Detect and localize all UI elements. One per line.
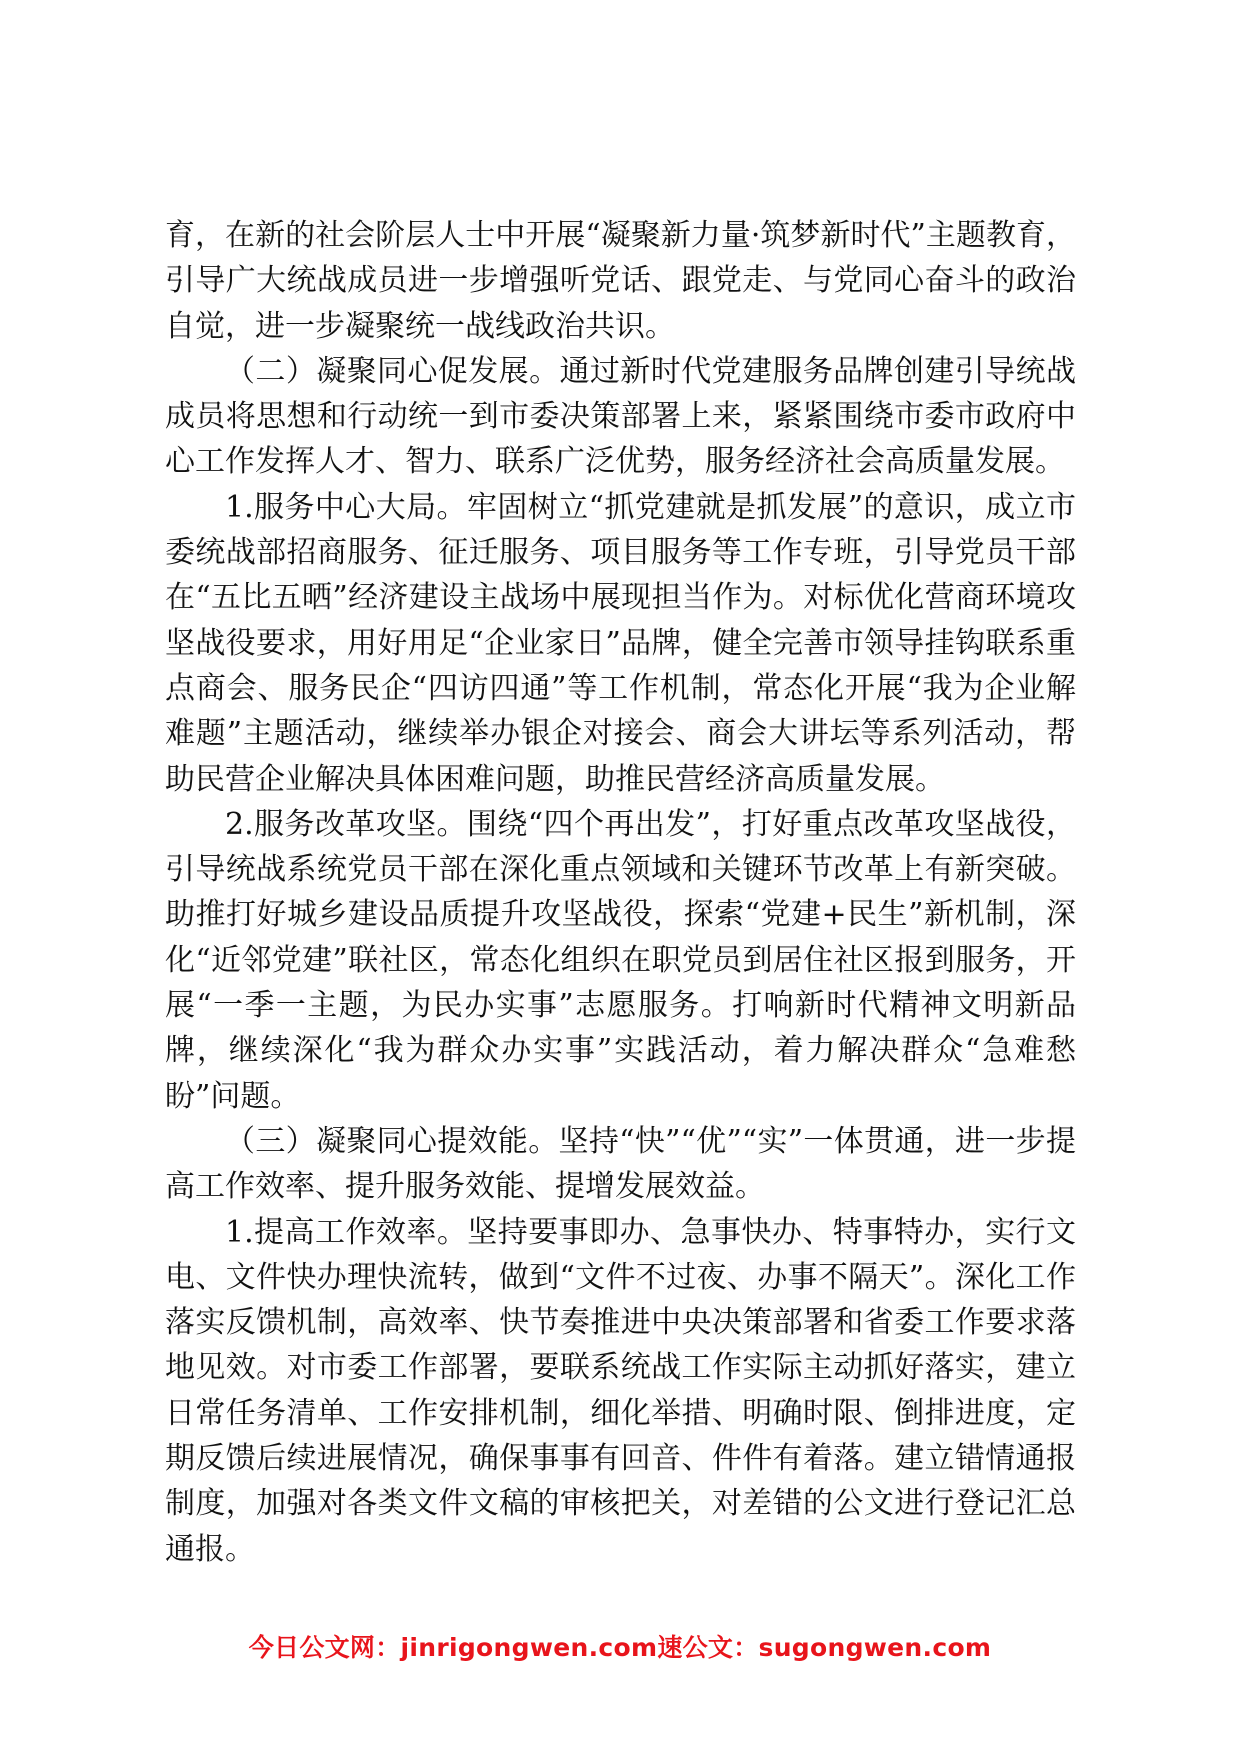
paragraph-item-serve-center: 1.服务中心大局。牢固树立“抓党建就是抓发展”的意识，成立市委统战部招商服务、征迁服务、项目服务等工作专班，引导党员干部在“五比五晒”经济建设主战场中展现担当作为。对标优化营商环境攻坚战役要求，用好用足“企业家日”品牌，健全完善市领导挂钩联系重点商会、服务民企“四访四通”等工作机制，常态化开展“我为企业解难题”主题活动，继续举办银企对接会、商会大讲坛等系列活动，帮助民营企业解决具体困难问题，助推民营经济高质量发展。	[165, 489, 1076, 797]
footer-site1-url[interactable]: jinrigongwen.com	[400, 1633, 658, 1662]
footer-site1-label: 今日公文网：	[248, 1633, 401, 1662]
document-body	[165, 213, 1076, 1572]
footer-site2-url[interactable]: sugongwen.com	[758, 1633, 992, 1662]
paragraph-continued: 育，在新的社会阶层人士中开展“凝聚新力量·筑梦新时代”主题教育，引导广大统战成员进一步增强听党话、跟党走、与党同心奋斗的政治自觉，进一步凝聚统一战线政治共识。	[165, 218, 1076, 344]
paragraph-item-efficiency: 1.提高工作效率。坚持要事即办、急事快办、特事特办，实行文电、文件快办理快流转，做到“文件不过夜、办事不隔天”。深化工作落实反馈机制，高效率、快节奏推进中央决策部署和省委工作要求落地见效。对市委工作部署，要联系统战工作实际主动抓好落实，建立日常任务清单、工作安排机制，细化举措、明确时限、倒排进度，定期反馈后续进展情况，确保事事有回音、件件有着落。建立错情通报制度，加强对各类文件文稿的审核把关，对差错的公文进行登记汇总通报。	[165, 1214, 1076, 1567]
paragraph-item-serve-reform: 2.服务改革攻坚。围绕“四个再出发”，打好重点改革攻坚战役，引导统战系统党员干部在深化重点领域和关键环节改革上有新突破。助推打好城乡建设品质提升攻坚战役，探索“党建+民生”新机制，深化“近邻党建”联社区，常态化组织在职党员到居住社区报到服务，开展“一季一主题，为民办实事”志愿服务。打响新时代精神文明新品牌，继续深化“我为群众办实事”实践活动，着力解决群众“急难愁盼”问题。	[165, 806, 1076, 1114]
footer-site2-label: 速公文：	[657, 1633, 759, 1662]
watermark-footer	[0, 1628, 1240, 1664]
paragraph-section-2: （二）凝聚同心促发展。通过新时代党建服务品牌创建引导统战成员将思想和行动统一到市委决策部署上来，紧紧围绕市委市政府中心工作发挥人才、智力、联系广泛优势，服务经济社会高质量发展。	[165, 353, 1076, 480]
paragraph-section-3: （三）凝聚同心提效能。坚持“快”“优”“实”一体贯通，进一步提高工作效率、提升服务效能、提增发展效益。	[165, 1123, 1076, 1205]
